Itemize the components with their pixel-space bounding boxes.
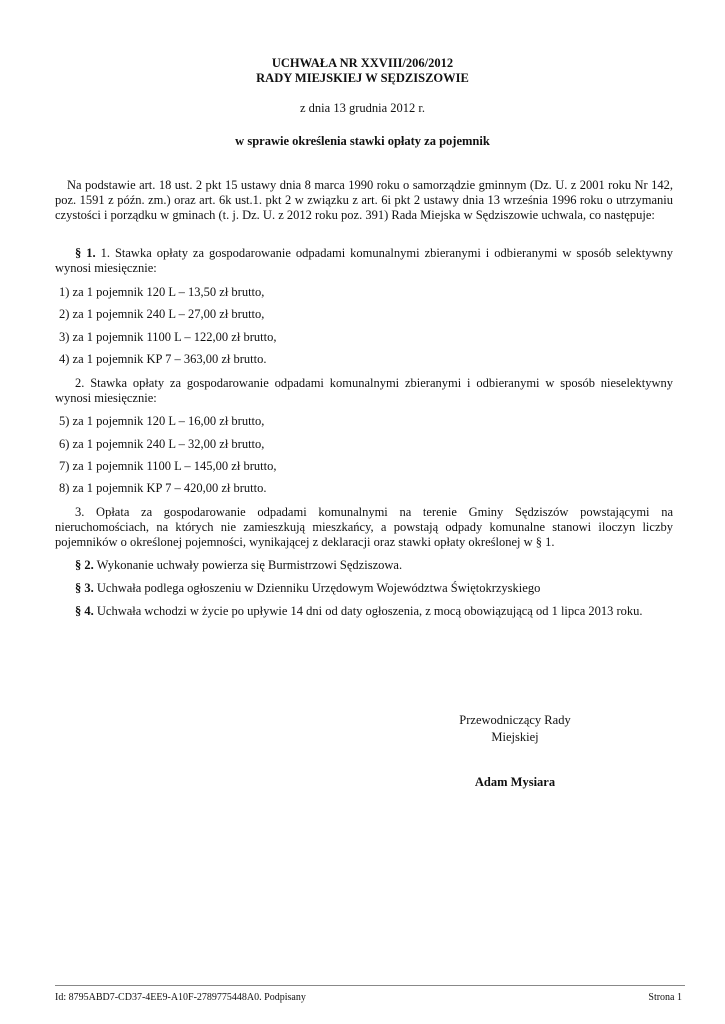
list-item-nonselective-8: 8) za 1 pojemnik KP 7 – 420,00 zł brutto.	[59, 481, 267, 495]
section-1-paragraph-3: 3. Opłata za gospodarowanie odpadami komunalnymi na terenie Gminy Sędziszów powstającymi na nieruchomościach, na których nie zamieszkują mieszkańcy, a powstają odpady komunalne stanowi iloczyn liczby pojemników o określonej pojemności, wynikającej z deklaracji oraz stawki opłaty określonej w § 1.	[55, 505, 673, 549]
signature-role-line1: Przewodniczący Rady	[459, 713, 571, 727]
section-2-text: Wykonanie uchwały powierza się Burmistrzowi Sędziszowa.	[96, 558, 403, 572]
section-1-paragraph-2: 2. Stawka opłaty za gospodarowanie odpadami komunalnymi zbieranymi i odbieranymi w sposób nieselektywny wynosi miesięcznie:	[55, 376, 673, 405]
section-3-paragraph	[55, 581, 673, 596]
list-item-nonselective-5: 5) za 1 pojemnik 120 L – 16,00 zł brutto,	[59, 414, 265, 428]
document-date: z dnia 13 grudnia 2012 r.	[300, 101, 425, 115]
footer-document-id: Id: 8795ABD7-CD37-4EE9-A10F-2789775448A0. Podpisany	[55, 992, 306, 1003]
document-subject: w sprawie określenia stawki opłaty za pojemnik	[235, 134, 490, 148]
list-item-selective-4: 4) za 1 pojemnik KP 7 – 363,00 zł brutto.	[59, 352, 267, 366]
section-4-text: Uchwała wchodzi w życie po upływie 14 dni od daty ogłoszenia, z mocą obowiązującą od 1 lipca 2013 roku.	[96, 604, 643, 618]
section-4-paragraph	[55, 604, 673, 619]
list-item-selective-2: 2) za 1 pojemnik 240 L – 27,00 zł brutto,	[59, 307, 265, 321]
document-title-line1: UCHWAŁA NR XXVIII/206/2012	[271, 56, 454, 70]
list-item-nonselective-6: 6) za 1 pojemnik 240 L – 32,00 zł brutto,	[59, 437, 265, 451]
section-2-mark: § 2.	[75, 558, 94, 572]
section-2-paragraph	[55, 558, 673, 573]
list-item-selective-3: 3) za 1 pojemnik 1100 L – 122,00 zł brutto,	[59, 330, 277, 344]
footer-divider	[55, 985, 685, 986]
section-1-mark: § 1.	[75, 246, 96, 260]
list-item-nonselective-7: 7) za 1 pojemnik 1100 L – 145,00 zł brutto,	[59, 459, 277, 473]
signature-role-line2: Miejskiej	[491, 730, 539, 744]
section-4-mark: § 4.	[75, 604, 94, 618]
footer-page-number: Strona 1	[648, 992, 682, 1003]
section-3-text: Uchwała podlega ogłoszeniu w Dzienniku Urzędowym Województwa Świętokrzyskiego	[96, 581, 541, 595]
signature-name: Adam Mysiara	[474, 775, 556, 789]
section-3-mark: § 3.	[75, 581, 94, 595]
section-1-p1-text: 1. Stawka opłaty za gospodarowanie odpadami komunalnymi zbieranymi i odbieranymi w sposób selektywny wynosi miesięcznie:	[55, 246, 674, 275]
section-1-paragraph-1	[55, 246, 673, 276]
list-item-selective-1: 1) za 1 pojemnik 120 L – 13,50 zł brutto,	[59, 285, 265, 299]
document-title-line2: RADY MIEJSKIEJ W SĘDZISZOWIE	[256, 71, 469, 85]
preamble-paragraph: Na podstawie art. 18 ust. 2 pkt 15 ustawy dnia 8 marca 1990 roku o samorządzie gminnym (Dz. U. z 2001 roku Nr 142, poz. 1591 z późn. zm.) oraz art. 6k ust.1. pkt 2 w związku z art. 6i pkt 2 ustawy dnia 13 września 1996 roku o utrzymaniu czystości i porządku w gminach (t. j. Dz. U. z 2012 roku poz. 391) Rada Miejska w Sędziszowie uchwala, co następuje:	[55, 178, 673, 222]
